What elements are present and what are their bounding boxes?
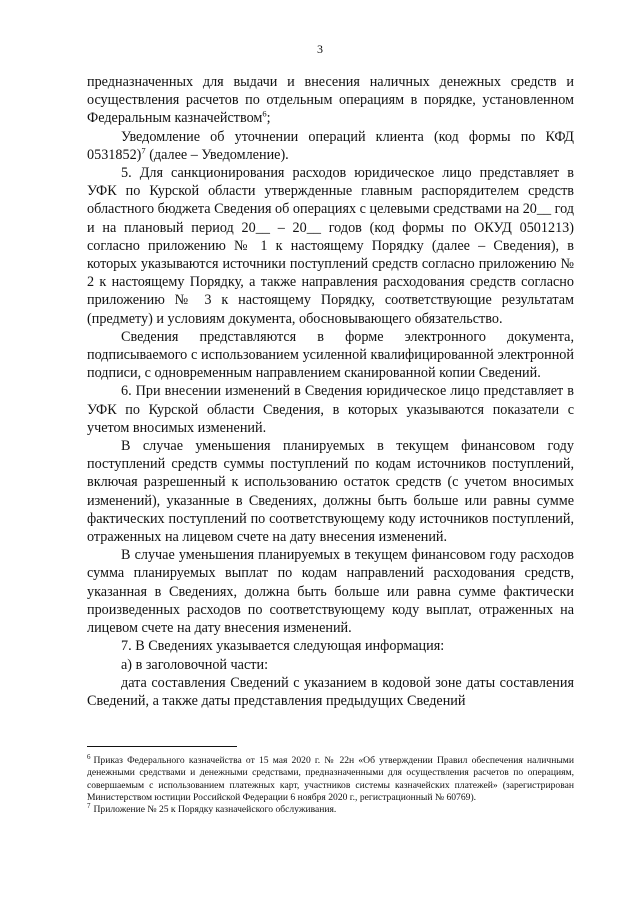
footnote: $^6$ Приказ Федерального казначейства от 15 мая 2020 г. № 22н «Об утверждении Правил обеспечения наличными денежными средствами и денежными средствами, предназначенными для осуществления расчетов по операциям, совершаемым с использованием платежных карт, участников системы казначейских платежей» (зарегистрирован Министерством юстиции Российской Федерации 6 ноября 2020 г., регистрационный № 60769).	[87, 752, 574, 803]
footnote-reference: 6	[262, 108, 267, 119]
paragraph: а) в заголовочной части:	[121, 656, 269, 673]
paragraph: Сведения представляются в форме электронного документа, подписываемого с использованием усиленной квалифицированной электронной подписи, с одновременным направлением сканированной копии Сведений.	[87, 328, 574, 382]
footnote: $^7$ Приложение № 25 к Порядку казначейского обслуживания.	[87, 802, 337, 816]
footnote-number: 6	[87, 752, 91, 761]
paragraph: 7. В Сведениях указывается следующая информация:	[121, 638, 445, 655]
footnote-divider	[87, 746, 237, 747]
paragraph: дата составления Сведений с указанием в кодовой зоне даты составления Сведений, а также даты представления предыдущих Сведений	[87, 674, 574, 709]
paragraph: Уведомление об уточнении операций клиента (код формы по КФД 0531852)$^7$ (далее – Уведомление).	[87, 128, 574, 163]
footnotes-section	[87, 746, 574, 816]
footnote-reference: 7	[141, 145, 146, 156]
paragraph: В случае уменьшения планируемых в текущем финансовом году поступлений средств суммы поступлений по кодам источников поступлений, включая разрешенный к использованию остаток средств (с учетом вносимых изменений), указанные в Сведениях, должны быть больше или равны сумме фактических поступлений по соответствующему коду источников поступлений, отраженных на лицевом счете на дату внесения изменений.	[87, 438, 574, 546]
paragraph: 6. При внесении изменений в Сведения юридическое лицо представляет в УФК по Курской области Сведения, в которых указываются показатели с учетом вносимых изменений.	[87, 383, 574, 436]
paragraph: 5. Для санкционирования расходов юридическое лицо представляет в УФК по Курской области утвержденные главным распорядителем средств областного бюджета Сведения об операциях с целевыми средствами на 20__ год и на плановый период 20__ – 20__ годов (код формы по ОКУД 0501213) согласно приложению № 1 к настоящему Порядку (далее – Сведения), в которых указываются источники поступлений средств согласно приложению № 2 к настоящему Порядку, а также направления расходования средств согласно приложению № 3 к настоящему Порядку, соответствующие результатам (предмету) и условиям документа, обосновывающего обязательство.	[87, 165, 574, 327]
page-number: 3	[317, 42, 323, 56]
paragraph: В случае уменьшения планируемых в текущем финансовом году расходов сумма планируемых выплат по кодам направлений расходования средств, указанная в Сведениях, должна быть больше или равна сумме фактически произведенных расходов по соответствующему коду выплат, отраженных на лицевом счете на дату внесения изменений.	[87, 547, 574, 637]
footnote-number: 7	[87, 802, 91, 810]
paragraph: предназначенных для выдачи и внесения наличных денежных средств и осуществления расчетов по отдельным операциям в порядке, установленном Федеральным казначейством$^6$;	[87, 74, 574, 127]
document-body	[87, 73, 574, 710]
